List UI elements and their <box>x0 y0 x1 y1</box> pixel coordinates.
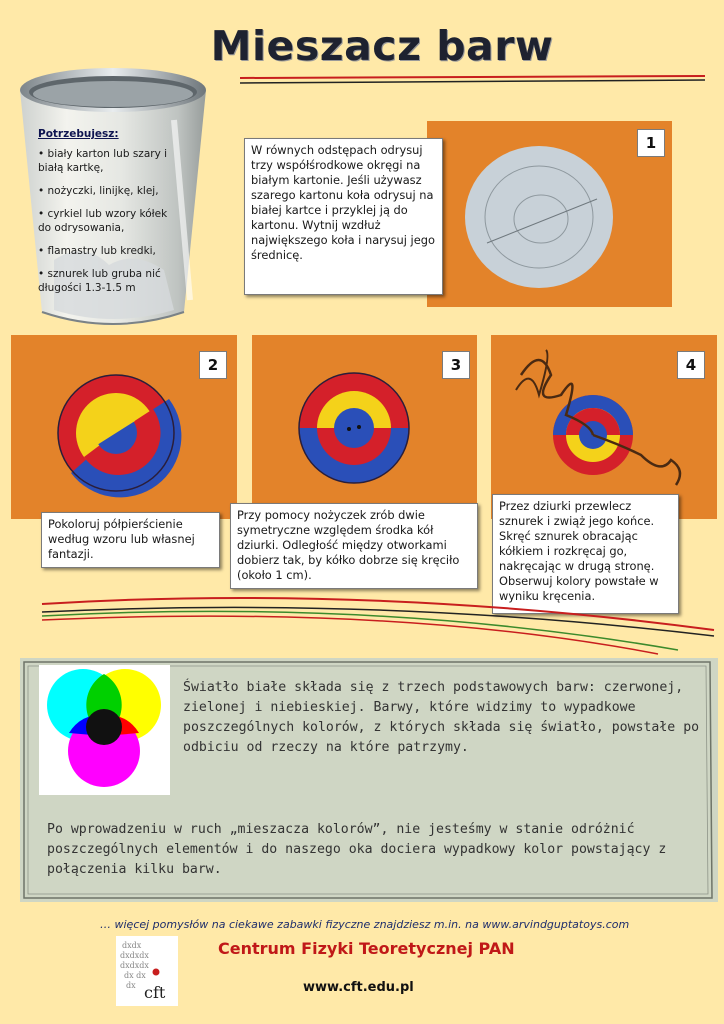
svg-text:dx: dx <box>126 981 136 990</box>
more-ideas-text: … więcej pomysłów na ciekawe zabawki fizyczne znajdziesz m.in. na www.arvindguptatoys.com <box>100 918 630 931</box>
title-underline <box>235 70 715 90</box>
step-1-photo <box>427 121 672 307</box>
step-2-text: Pokoloruj półpierścienie według wzoru lub własnej fantazji. <box>41 512 220 568</box>
materials-heading: Potrzebujesz: <box>38 128 119 140</box>
step-3-photo <box>252 335 477 519</box>
step-number: 4 <box>677 351 705 379</box>
blank-disc-icon <box>427 121 672 307</box>
website-link[interactable]: www.cft.edu.pl <box>303 980 414 995</box>
mixer-paragraph: Po wprowadzeniu w ruch „mieszacza kolorów”, nie jesteśmy w stanie odróżnić poszczególnych elementów i do naszego oka dociera wypadkowy kolor powstający z połączenia kilku barw. <box>47 822 667 877</box>
step-1-text: W równych odstępach odrysuj trzy współśrodkowe okręgi na białym kartonie. Jeśli używasz szarego kartonu koła odrysuj na białej kartce i przyklej ją do kartonu. Wytnij wzdłuż największego koła i narysuj jego średnicę. <box>244 138 443 295</box>
materials-item: • sznurek lub gruba nić długości 1.3-1.5 m <box>38 268 161 294</box>
step-number: 2 <box>199 351 227 379</box>
step-2-photo <box>11 335 237 519</box>
rgb-venn-box <box>39 665 170 795</box>
cft-logo-icon <box>116 936 178 1006</box>
svg-text:dx dx: dx dx <box>124 971 146 980</box>
title-text: Mieszacz barw <box>210 22 554 70</box>
step-4-photo <box>491 335 717 519</box>
materials-item: • biały karton lub szary i białą kartkę, <box>38 148 168 174</box>
svg-text:dxdxdx: dxdxdx <box>120 961 149 970</box>
step-number: 1 <box>637 129 665 157</box>
svg-text:dxdx: dxdx <box>122 941 142 950</box>
materials-item: • cyrkiel lub wzory kółek do odrysowania, <box>38 208 168 234</box>
cft-logo <box>116 936 178 1006</box>
materials-item: • flamastry lub kredki, <box>38 245 156 257</box>
light-paragraph: Światło białe składa się z trzech podstawowych barw: czerwonej, zielonej i niebieskiej. Barwy, które widzimy to wypadkowe poszczególnych kolorów, z których składa się światło, powstałe po odbiciu od rzeczy na które patrzymy. <box>183 680 700 755</box>
decorative-swoosh <box>38 590 718 660</box>
materials-item: • nożyczki, linijkę, klej, <box>38 185 159 197</box>
logo-text: cft <box>144 983 166 1002</box>
rgb-venn-icon <box>39 665 170 795</box>
materials-list <box>38 127 183 304</box>
step-number: 3 <box>442 351 470 379</box>
organization-name: Centrum Fizyki Teoretycznej PAN <box>218 939 515 958</box>
step-4-text: Przez dziurki przewlecz sznurek i zwiąż jego końce. Skręć sznurek obracając kółkiem i rozkręcaj go, nakręcając w drugą stronę. Obserwuj kolory powstałe w wyniku kręcenia. <box>492 494 679 614</box>
step-3-text: Przy pomocy nożyczek zrób dwie symetryczne względem środka kół dziurki. Odległość między otworkami dobierz tak, by kółko dobrze się kręciło (około 1 cm). <box>230 503 478 589</box>
svg-text:dxdxdx: dxdxdx <box>120 951 149 960</box>
